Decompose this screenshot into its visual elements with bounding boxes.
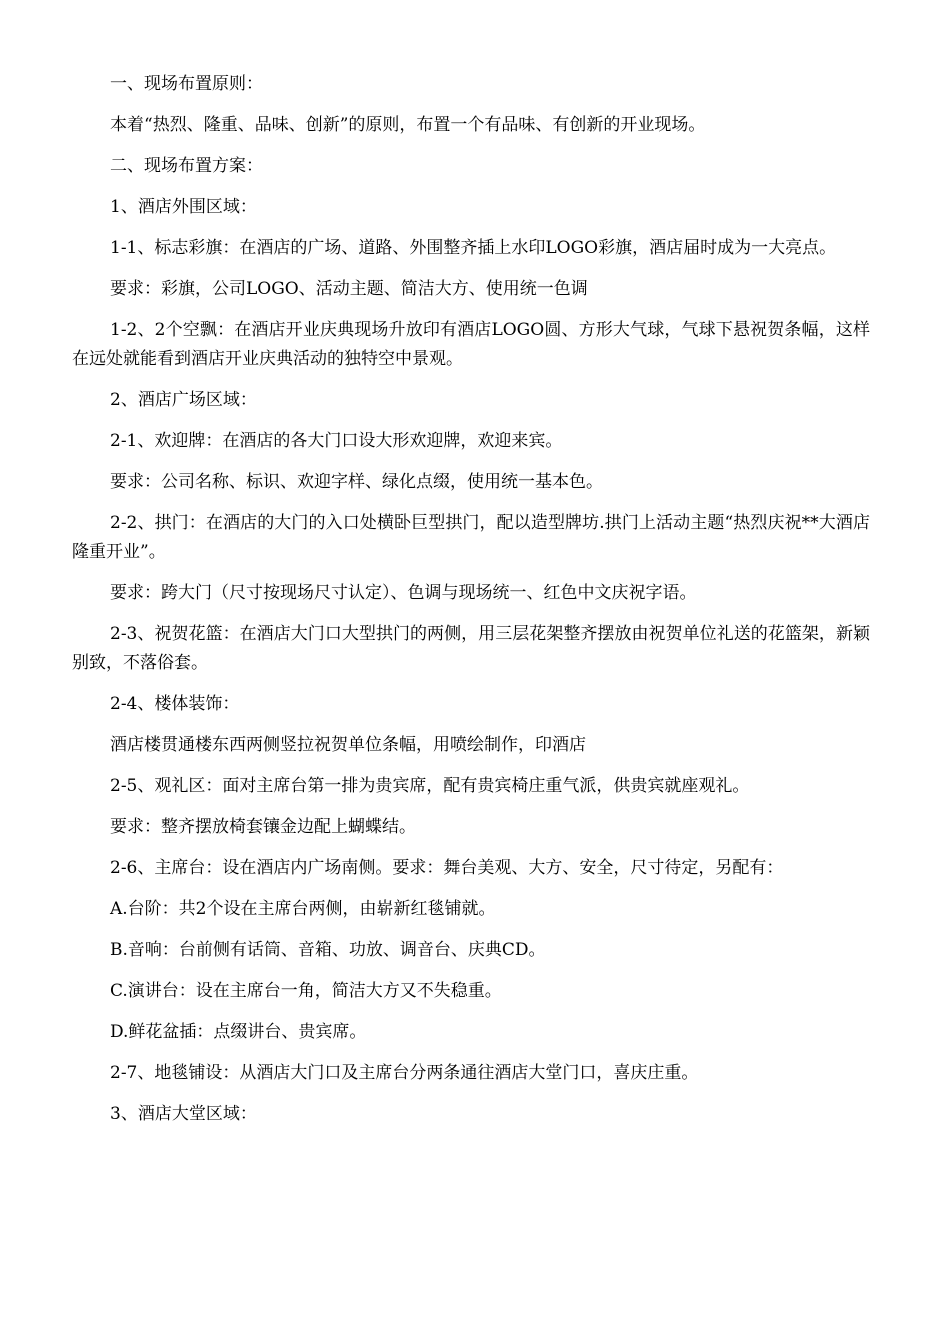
heading-layout-principles: 一、现场布置原则： (110, 74, 263, 94)
paragraph-main-stage: 2-6、主席台：设在酒店内广场南侧。要求：舞台美观、大方、安全，尺寸待定，另配有： (110, 858, 784, 878)
heading-lobby-area: 3、酒店大堂区域： (110, 1104, 257, 1124)
paragraph-flags-requirement: 要求：彩旗，公司LOGO、活动主题、简洁大方、使用统一色调 (110, 279, 588, 299)
paragraph-viewing-area-requirement: 要求：整齐摆放椅套镶金边配上蝴蝶结。 (110, 817, 416, 837)
paragraph-welcome-sign-requirement: 要求：公司名称、标识、欢迎字样、绿化点缀，使用统一基本色。 (110, 472, 603, 492)
paragraph-welcome-sign: 2-1、欢迎牌：在酒店的各大门口设大形欢迎牌，欢迎来宾。 (110, 431, 563, 451)
paragraph-arch: 2-2、拱门：在酒店的大门的入口处横卧巨型拱门，配以造型牌坊.拱门上活动主题“热烈庆祝**大酒店隆重开业”。 (72, 513, 870, 562)
paragraph-viewing-area: 2-5、观礼区：面对主席台第一排为贵宾席，配有贵宾椅庄重气派，供贵宾就座观礼。 (110, 776, 750, 796)
heading-outer-area: 1、酒店外围区域： (110, 197, 257, 217)
paragraph-stage-steps: A.台阶：共2个设在主席台两侧，由崭新红毯铺就。 (110, 899, 496, 919)
paragraph-balloons: 1-2、2个空飘：在酒店开业庆典现场升放印有酒店LOGO圆、方形大气球，气球下悬祝贺条幅，这样在远处就能看到酒店开业庆典活动的独特空中景观。 (72, 320, 870, 369)
heading-layout-plan: 二、现场布置方案： (110, 156, 263, 176)
paragraph-stage-flowers: D.鲜花盆插：点缀讲台、贵宾席。 (110, 1022, 367, 1042)
paragraph-stage-audio: B.音响：台前侧有话筒、音箱、功放、调音台、庆典CD。 (110, 940, 546, 960)
paragraph-principle-text: 本着“热烈、隆重、品味、创新”的原则，布置一个有品味、有创新的开业现场。 (110, 115, 706, 135)
paragraph-building-decoration: 2-4、楼体装饰： (110, 694, 240, 714)
heading-plaza-area: 2、酒店广场区域： (110, 390, 257, 410)
paragraph-flower-baskets: 2-3、祝贺花篮：在酒店大门口大型拱门的两侧，用三层花架整齐摆放由祝贺单位礼送的花篮架，新颖别致，不落俗套。 (72, 624, 870, 673)
document-body (72, 70, 870, 1141)
paragraph-stage-podium: C.演讲台：设在主席台一角，简洁大方又不失稳重。 (110, 981, 502, 1001)
paragraph-flags: 1-1、标志彩旗：在酒店的广场、道路、外围整齐插上水印LOGO彩旗，酒店届时成为一大亮点。 (110, 238, 837, 258)
paragraph-building-banners: 酒店楼贯通楼东西两侧竖拉祝贺单位条幅，用喷绘制作，印酒店 (110, 735, 586, 755)
paragraph-arch-requirement: 要求：跨大门（尺寸按现场尺寸认定）、色调与现场统一、红色中文庆祝字语。 (110, 583, 697, 603)
paragraph-carpet: 2-7、地毯铺设：从酒店大门口及主席台分两条通往酒店大堂门口，喜庆庄重。 (110, 1063, 699, 1083)
